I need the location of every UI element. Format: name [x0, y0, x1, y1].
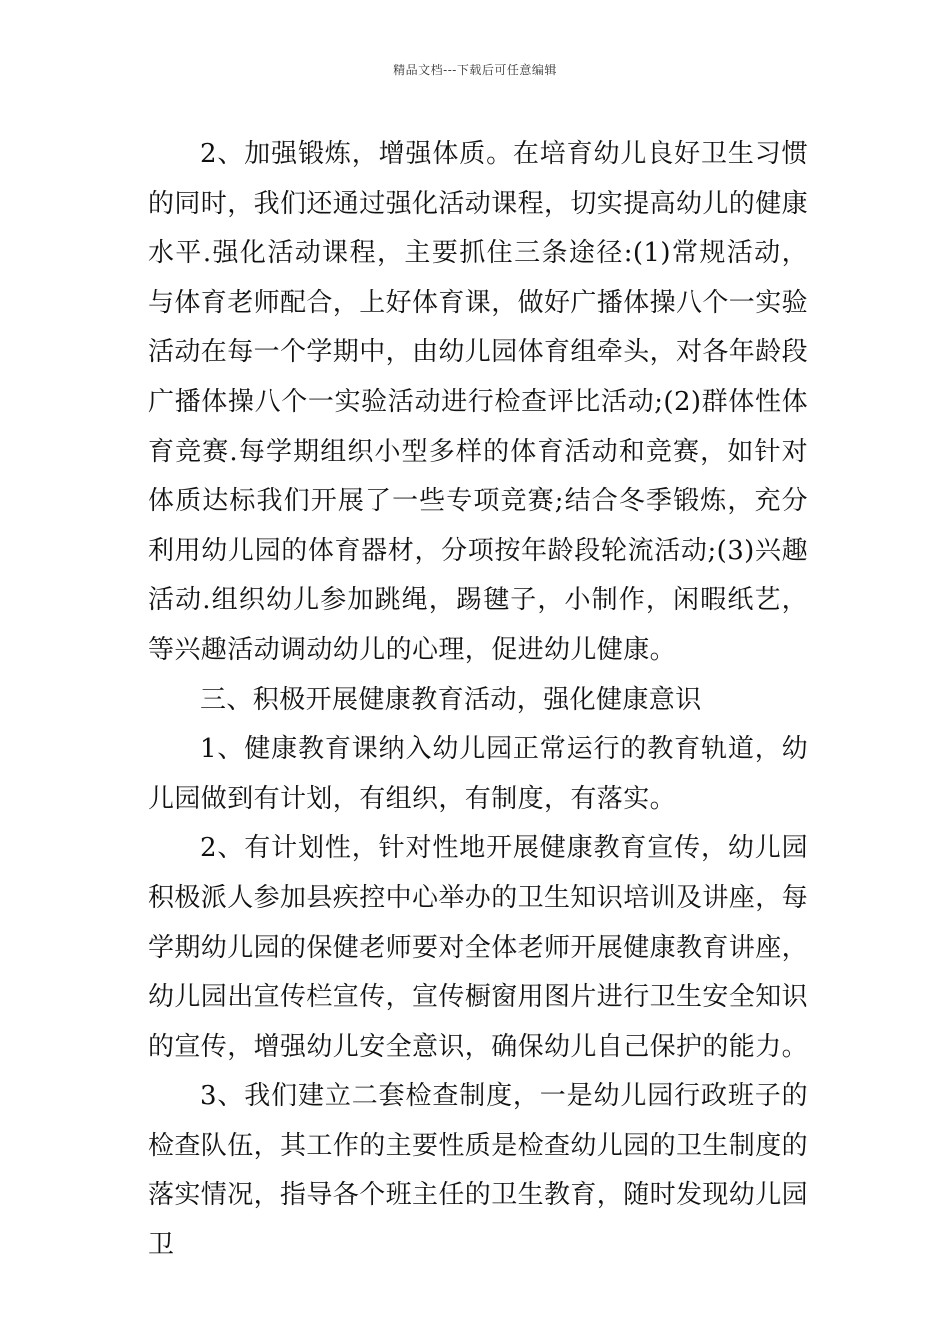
page-header: 精品文档---下载后可任意编辑 [393, 63, 557, 77]
section-heading-health-education: 三、积极开展健康教育活动，强化健康意识 [200, 684, 702, 715]
paragraph-inspection: 3、我们建立二套检查制度，一是幼儿园行政班子的检查队伍，其工作的主要性质是检查幼儿园的卫生制度的落实情况，指导各个班主任的卫生教育，随时发现幼儿园卫 [148, 1081, 809, 1261]
paragraph-publicity: 2、有计划性，针对性地开展健康教育宣传，幼儿园积极派人参加县疾控中心举办的卫生知识培训及讲座，每学期幼儿园的保健老师要对全体老师开展健康教育讲座，幼儿园出宣传栏宣传，宣传橱窗用图片进行卫生安全知识的宣传，增强幼儿安全意识，确保幼儿自己保护的能力。 [148, 833, 809, 1062]
paragraph-curriculum: 1、健康教育课纳入幼儿园正常运行的教育轨道，幼儿园做到有计划，有组织，有制度，有落实。 [148, 734, 808, 814]
document-body [148, 130, 808, 1271]
paragraph-exercise: 2、加强锻炼，增强体质。在培育幼儿良好卫生习惯的同时，我们还通过强化活动课程，切实提高幼儿的健康水平.强化活动课程，主要抓住三条途径:(1)常规活动，与体育老师配合，上好体育课，做好广播体操八个一实验活动在每一个学期中，由幼儿园体育组牵头，对各年龄段广播体操八个一实验活动进行检查评比活动;(2)群体性体育竞赛.每学期组织小型多样的体育活动和竞赛，如针对体质达标我们开展了一些专项竞赛;结合冬季锻炼，充分利用幼儿园的体育器材，分项按年龄段轮流活动;(3)兴趣活动.组织幼儿参加跳绳，踢毽子，小制作，闲暇纸艺，等兴趣活动调动幼儿的心理，促进幼儿健康。 [148, 139, 809, 665]
